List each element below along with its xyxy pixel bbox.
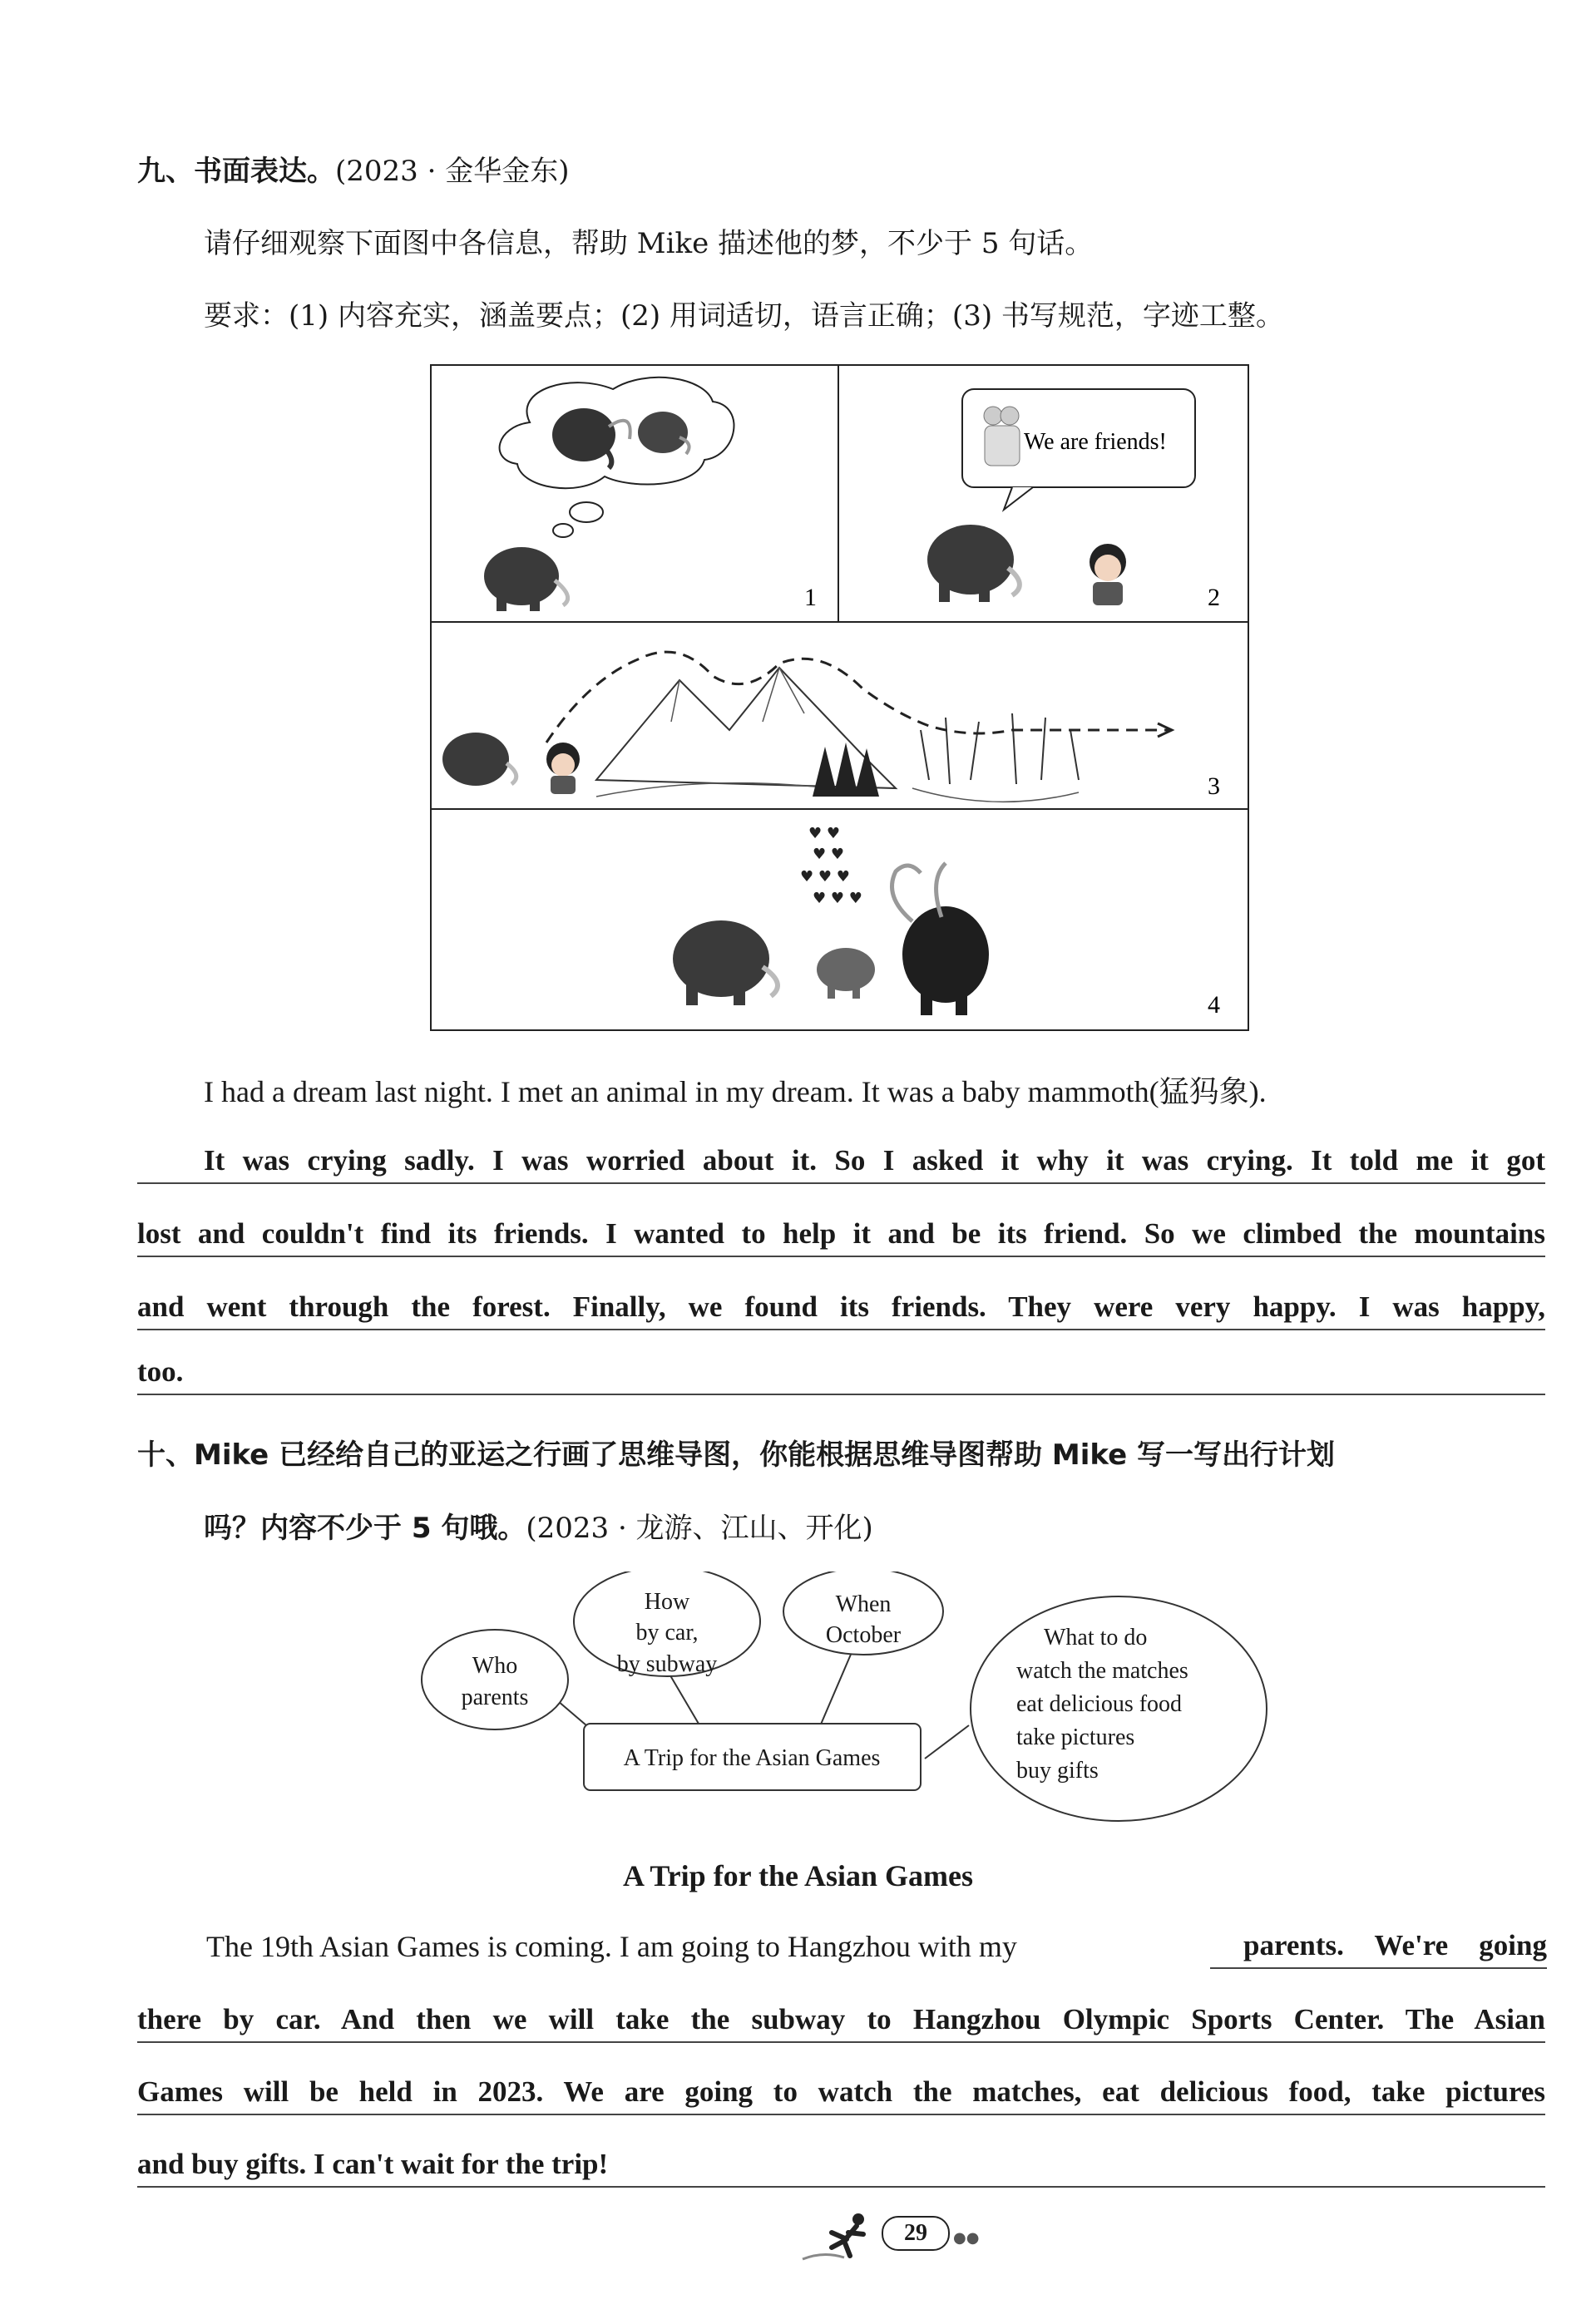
answer-line: too. xyxy=(137,1335,1545,1395)
bubble-who xyxy=(422,1630,568,1729)
how-title: How xyxy=(644,1589,690,1615)
runner-icon xyxy=(798,2208,882,2266)
who-title: Who xyxy=(472,1653,518,1679)
section10-heading-line1: 十、Mike 已经给自己的亚运之行画了思维导图，你能根据思维导图帮助 Mike 写一写出行计划 xyxy=(137,1438,1336,1472)
when-item: October xyxy=(825,1622,902,1648)
answer-line: parents. We're going xyxy=(1210,1911,1547,1969)
section9-heading: 九、书面表达。(2023 · 金华金东) xyxy=(137,155,570,188)
section10-given-text: The 19th Asian Games is coming. I am going to Hangzhou with my xyxy=(206,1930,1017,1963)
page-number: 29 xyxy=(882,2216,950,2251)
section9-instruction: 请仔细观察下面图中各信息，帮助 Mike 描述他的梦，不少于 5 句话。 xyxy=(204,227,1094,260)
answer-line: Games will be held in 2023. We are going to watch the matches, eat delicious food, take pictures xyxy=(137,2055,1545,2115)
who-item: parents xyxy=(461,1685,529,1710)
panel-number: 4 xyxy=(1208,991,1220,1019)
answer-line: and buy gifts. I can't wait for the trip! xyxy=(137,2128,1545,2188)
what-item: buy gifts xyxy=(1016,1758,1099,1784)
answer-line: and went through the forest. Finally, we found its friends. They were very happy. I was happy, xyxy=(137,1271,1545,1330)
comic-strip xyxy=(430,364,1249,1031)
friends-hug-icon xyxy=(984,407,1020,466)
answer-line: lost and couldn't find its friends. I wanted to help it and be its friend. So we climbed the mountains xyxy=(137,1197,1545,1257)
panel-number: 3 xyxy=(1208,772,1220,800)
what-title: What to do xyxy=(1044,1625,1148,1650)
when-title: When xyxy=(835,1591,892,1617)
section10-source: (2023 · 龙游、江山、开化) xyxy=(526,1512,873,1545)
svg-text:♥ ♥: ♥ ♥ xyxy=(813,846,844,863)
section9-source: (2023 · 金华金东) xyxy=(335,155,570,188)
answer-line: there by car. And then we will take the subway to Hangzhou Olympic Sports Center. The Asian xyxy=(137,1983,1545,2043)
answer-line: It was crying sadly. I was worried about it. So I asked it why it was crying. It told me it got xyxy=(137,1124,1545,1184)
how-item: by subway xyxy=(616,1651,718,1677)
boy-icon xyxy=(1090,544,1126,605)
how-item: by car, xyxy=(635,1620,699,1646)
svg-text:♥ ♥ ♥: ♥ ♥ ♥ xyxy=(813,890,862,907)
svg-text:♥ ♥ ♥: ♥ ♥ ♥ xyxy=(800,868,850,886)
svg-text:♥ ♥: ♥ ♥ xyxy=(808,825,840,842)
panel-number: 2 xyxy=(1208,584,1220,611)
boy-icon xyxy=(546,743,580,794)
section9-requirements: 要求：(1) 内容充实，涵盖要点；(2) 用词适切，语言正确；(3) 书写规范，字迹工整。 xyxy=(204,299,1284,333)
mind-map-center-label: A Trip for the Asian Games xyxy=(623,1745,881,1771)
dots-icon: ●● xyxy=(953,2229,980,2247)
what-item: eat delicious food xyxy=(1016,1691,1183,1717)
panel-number: 1 xyxy=(804,584,817,611)
mind-map xyxy=(416,1572,1272,1829)
what-item: watch the matches xyxy=(1016,1658,1188,1684)
what-item: take pictures xyxy=(1016,1724,1135,1750)
section9-given-text: I had a dream last night. I met an animal in my dream. It was a baby mammoth(猛犸象). xyxy=(204,1075,1267,1108)
essay-title: A Trip for the Asian Games xyxy=(622,1859,974,1892)
speech-bubble-text: We are friends! xyxy=(1024,429,1167,455)
section10-heading-line2: 吗？内容不少于 5 句哦。(2023 · 龙游、江山、开化) xyxy=(204,1512,873,1545)
